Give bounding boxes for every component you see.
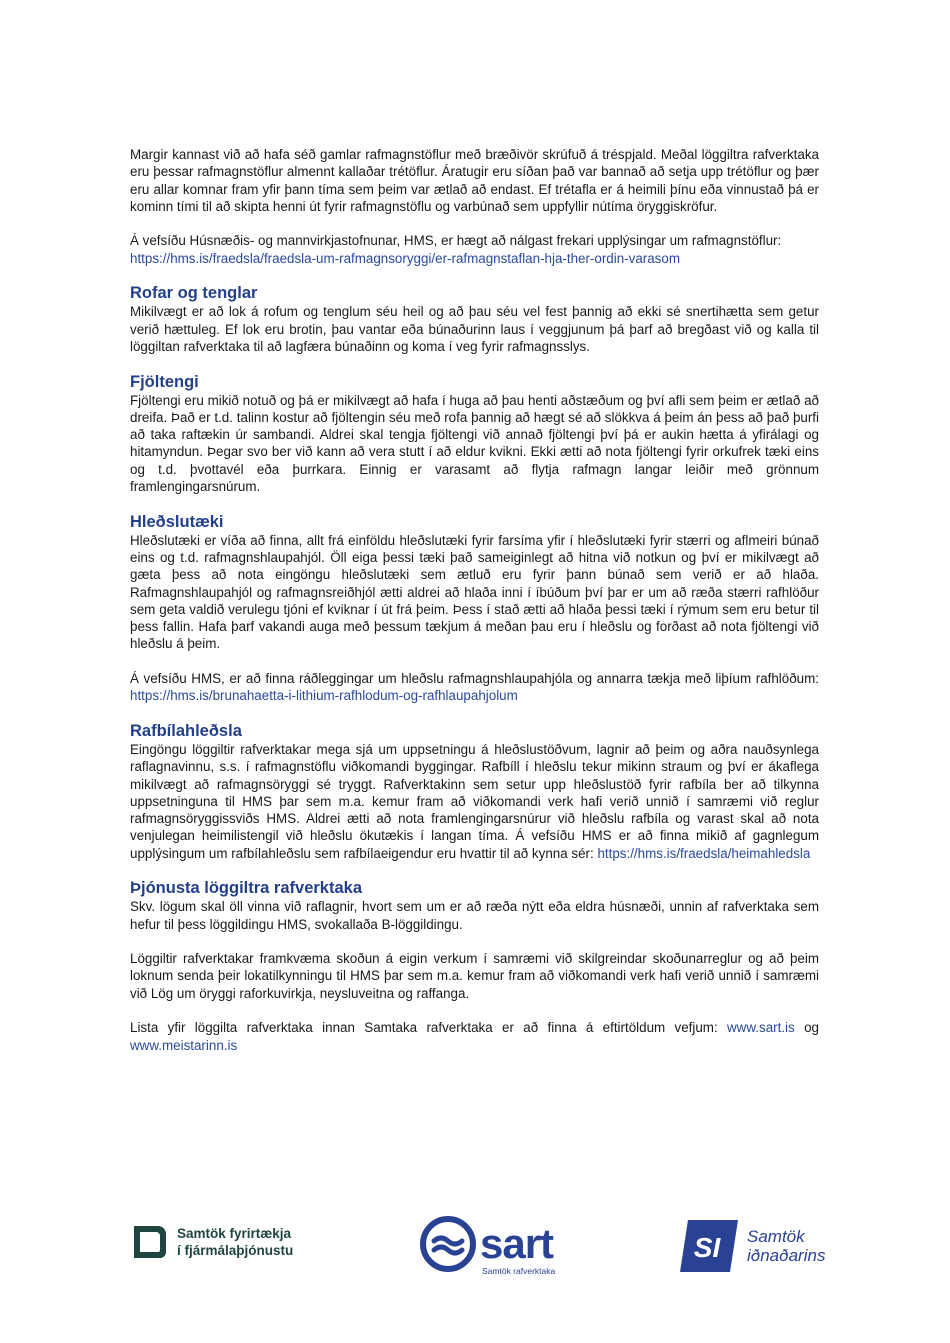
sart-subtitle: Samtök rafverktaka <box>482 1266 556 1276</box>
intro-paragraph: Margir kannast við að hafa séð gamlar rafmagnstöflur með bræðivör skrúfuð á tréspjald. Meðal löggiltra rafverktaka eru þessar rafmagnstöflur almennt kallaðar trétöflur. Áratugir eru síðan það var bannað að setja upp trétöflur og þær eru allar komnar fram yfir þann tíma sem þeim var ætlað að endast. Ef trétafla er á heimili þínu eða vinnustað þá er kominn tími til að skipta henni út fyrir rafmagnstöflu og varbúnað sem uppfyllir nútíma öryggiskröfur. <box>130 147 819 214</box>
fjoltengi-paragraph: Fjöltengi eru mikið notuð og þá er mikilvægt að hafa í huga að þau henti aðstæðum og því afli sem þeim er ætlað að dreifa. Það er t.d. talinn kostur að fjöltengin séu með rofa þannig að hægt sé að slökkva á þeim án þess að það þurfi að taka raftækin úr sambandi. Aldrei skal tengja fjöltengi við annað fjöltengi því þá er aukin hætta á yfirálagi og hitamyndun. Þegar svo ber við kann að vera stutt í að eldur kvikni. Ekki ætti að nota fjöltengi fyrir orkufrek tæki eins og t.d. þvottavél eða þurrkara. Einnig er varasamt að flytja rafmagn langar leiðir með grönnum framlengingarsnúrum. <box>130 392 819 495</box>
document-body <box>130 146 819 1071</box>
rafbilahledsla-text: Eingöngu löggiltir rafverktakar mega sjá um uppsetningu á hleðslustöðvum, lagnir að þeim og aðra nauðsynlega raflagnavinnu, s.s. í rafmagnstöflu viðkomandi byggingar. Rafbíll í hleðslu tekur mikinn straum og því er ákaflega mikilvægt að rafmagnsöryggi sé tryggt. Rafverktakinn sem setur upp hleðslustöð fyrir rafbíla ber að tilkynna uppsetninguna til HMS þar sem m.a. kemur fram að viðkomandi verk hafi verið unnið í samræmi við reglur rafmagnsöryggissviðs HMS. Aldrei ætti að nota framlengingarsnúrur við hleðslu rafbíla og varast skal að nota venjulegan heimilistengil við hleðslu ökutækis í langan tíma. Á vefsíðu HMS er að finna mikið af gagnlegum upplýsingum um rafbílahleðslu sem rafbílaeigendur eru hvattir til að kynna sér: <box>130 741 819 861</box>
hledslutaeki-link-paragraph <box>130 670 819 705</box>
links-conjunction: og <box>804 1020 819 1036</box>
meistarinn-link[interactable]: www.meistarinn.is <box>130 1037 238 1053</box>
heading-rofar: Rofar og tenglar <box>130 284 258 303</box>
si-mark-icon <box>680 1220 738 1272</box>
hledslutaeki-link-lead: Á vefsíðu HMS, er að finna ráðleggingar um hleðslu rafmagnshlaupahjóla og annarra tækja með liþíum rafhlöðum: <box>130 671 819 687</box>
heading-hledslutaeki: Hleðslutæki <box>130 512 224 531</box>
heading-rafbilahledsla: Rafbílahleðsla <box>130 721 242 740</box>
intro-link-paragraph <box>130 232 819 267</box>
thjonusta-paragraph-1: Skv. lögum skal öll vinna við raflagnir, hvort sem um er að ræða nýtt eða eldra húsnæði, unnin af rafverktaka sem hefur til þess löggildingu HMS, svokallaða B-löggildingu. <box>130 899 819 932</box>
thjonusta-paragraph-2: Löggiltir rafverktakar framkvæma skoðun á eigin verkum í samræmi við skilgreindar skoðunarreglur og að þeim loknum senda þeir lokatilkynningu til HMS þar sem m.a. kemur fram að viðkomandi verk hafi verið unnið í samræmi við Lög um öryggi raforkuvirkja, neysluveitna og raffanga. <box>130 951 819 1001</box>
si-mark-text: SI <box>693 1232 721 1263</box>
si-logo <box>680 1220 825 1272</box>
rafbilahledsla-paragraph <box>130 741 819 862</box>
si-line-1: Samtök <box>747 1227 805 1246</box>
hms-lithium-link[interactable]: https://hms.is/brunahaetta-i-lithium-rafhlodum-og-rafhlaupahjolum <box>130 688 518 704</box>
sart-wave-circle-icon <box>420 1216 476 1272</box>
sart-logo <box>420 1216 556 1276</box>
hms-heimahledsla-link[interactable]: https://hms.is/fraedsla/heimahledsla <box>597 845 811 861</box>
sff-line-1: Samtök fyrirtækja <box>177 1226 292 1241</box>
intro-link-lead: Á vefsíðu Húsnæðis- og mannvirkjastofnunar, HMS, er hægt að nálgast frekari upplýsingar um rafmagnstöflur: <box>130 233 782 249</box>
sff-logo <box>130 1222 293 1262</box>
thjonusta-paragraph-3 <box>130 1019 819 1054</box>
rofar-paragraph: Mikilvægt er að lok á rofum og tenglum séu heil og að þau séu vel fest þannig að ekki sé snertihætta sem getur verið hættuleg. Ef lok eru brotin, þau vantar eða búnaðurinn laus í veggjunum þá þarf að bregðast við og kalla til löggiltan rafverktaka til að lagfæra búnaðinn og koma í veg fyrir rafmagnsslys. <box>130 304 819 354</box>
sff-mark-icon <box>130 1222 170 1262</box>
sff-line-2: í fjármálaþjónustu <box>177 1243 294 1258</box>
sart-link[interactable]: www.sart.is <box>727 1020 795 1036</box>
sart-wordmark: sart <box>480 1220 554 1267</box>
thjonusta-links-lead: Lista yfir löggilta rafverktaka innan Samtaka rafverktaka er að finna á eftirtöldum vefjum: <box>130 1020 718 1036</box>
heading-thjonusta: Þjónusta löggiltra rafverktaka <box>130 879 362 898</box>
footer-logos <box>0 1210 950 1280</box>
heading-fjoltengi: Fjöltengi <box>130 372 199 391</box>
sff-wordmark <box>177 1225 293 1259</box>
si-wordmark <box>747 1227 825 1265</box>
hms-rafmagnstaflan-link[interactable]: https://hms.is/fraedsla/fraedsla-um-rafmagnsoryggi/er-rafmagnstaflan-hja-ther-ordin-varasom <box>130 250 680 266</box>
si-line-2: iðnaðarins <box>747 1246 826 1265</box>
hledslutaeki-paragraph: Hleðslutæki er víða að finna, allt frá einföldu hleðslutæki fyrir farsíma yfir í hleðslutæki fyrir stærri og aflmeiri búnað eins og t.d. rafmagnshlaupahjól. Öll eiga þessi tæki það sameiginlegt að hitna við notkun og því er mikilvægt að gæta þess að nota eingöngu hleðslutæki sem ætluð eru fyrir þann búnað sem verið er að hlaða. Rafmagnshlaupahjól og rafmagnsreiðhjól ætti aldrei að hlaða inni í íbúðum því þar er um að ræða stærri rafhlöður sem geta valdið verulegu tjóni ef kviknar í út frá þeim. Þess í stað ætti að hlaða þessi tæki í rýmum sem eru betur til þess fallin. Hafa þarf vakandi auga með þessum tækjum á meðan þau eru í hleðslu og forðast að nota fjöltengi við hleðslu á þeim. <box>130 532 819 652</box>
